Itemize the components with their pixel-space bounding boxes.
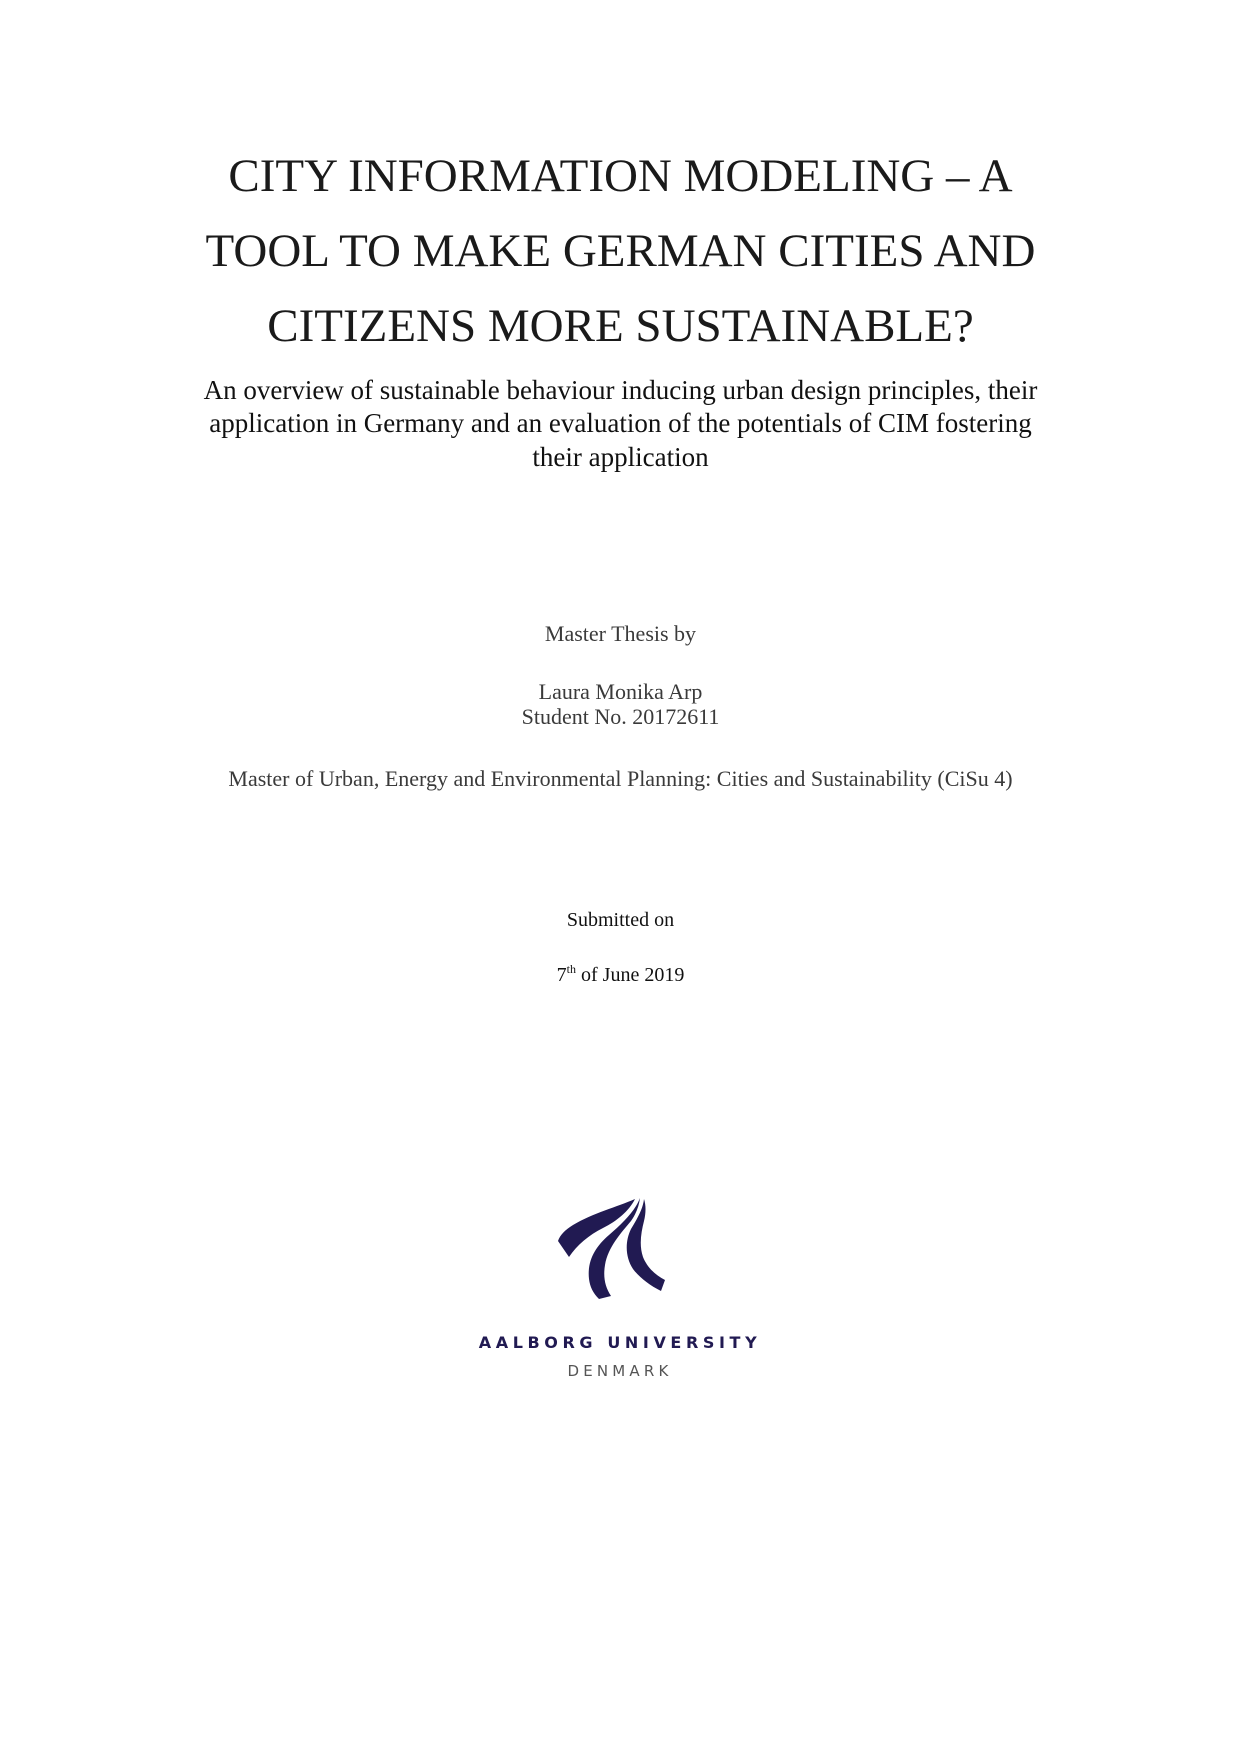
author-name: Laura Monika Arp: [538, 679, 703, 704]
subtitle-line-2: application in Germany and an evaluation of the potentials of CIM fostering: [209, 408, 1032, 438]
title-line-3: CITIZENS MORE SUSTAINABLE?: [267, 300, 974, 352]
thesis-label: Master Thesis by: [544, 621, 697, 646]
submitted-label: Submitted on: [566, 909, 675, 931]
student-number: Student No. 20172611: [521, 704, 720, 729]
subtitle-line-1: An overview of sustainable behaviour inducing urban design principles, their: [203, 375, 1038, 405]
date-ordinal-suffix: th: [566, 962, 576, 976]
university-country: DENMARK: [567, 1362, 673, 1380]
aalborg-swoosh-icon: [555, 1195, 665, 1305]
title-line-2: TOOL TO MAKE GERMAN CITIES AND: [205, 225, 1036, 277]
subtitle-line-3: their application: [532, 442, 709, 472]
date-day: 7: [556, 964, 567, 986]
date-rest: of June 2019: [576, 964, 685, 986]
university-logo: [470, 1190, 770, 1390]
program-name: Master of Urban, Energy and Environmental Planning: Cities and Sustainability (CiSu 4): [228, 766, 1013, 791]
title-line-1: CITY INFORMATION MODELING – A: [228, 150, 1013, 202]
submission-date: [0, 962, 1241, 986]
university-name: AALBORG UNIVERSITY: [478, 1333, 762, 1352]
